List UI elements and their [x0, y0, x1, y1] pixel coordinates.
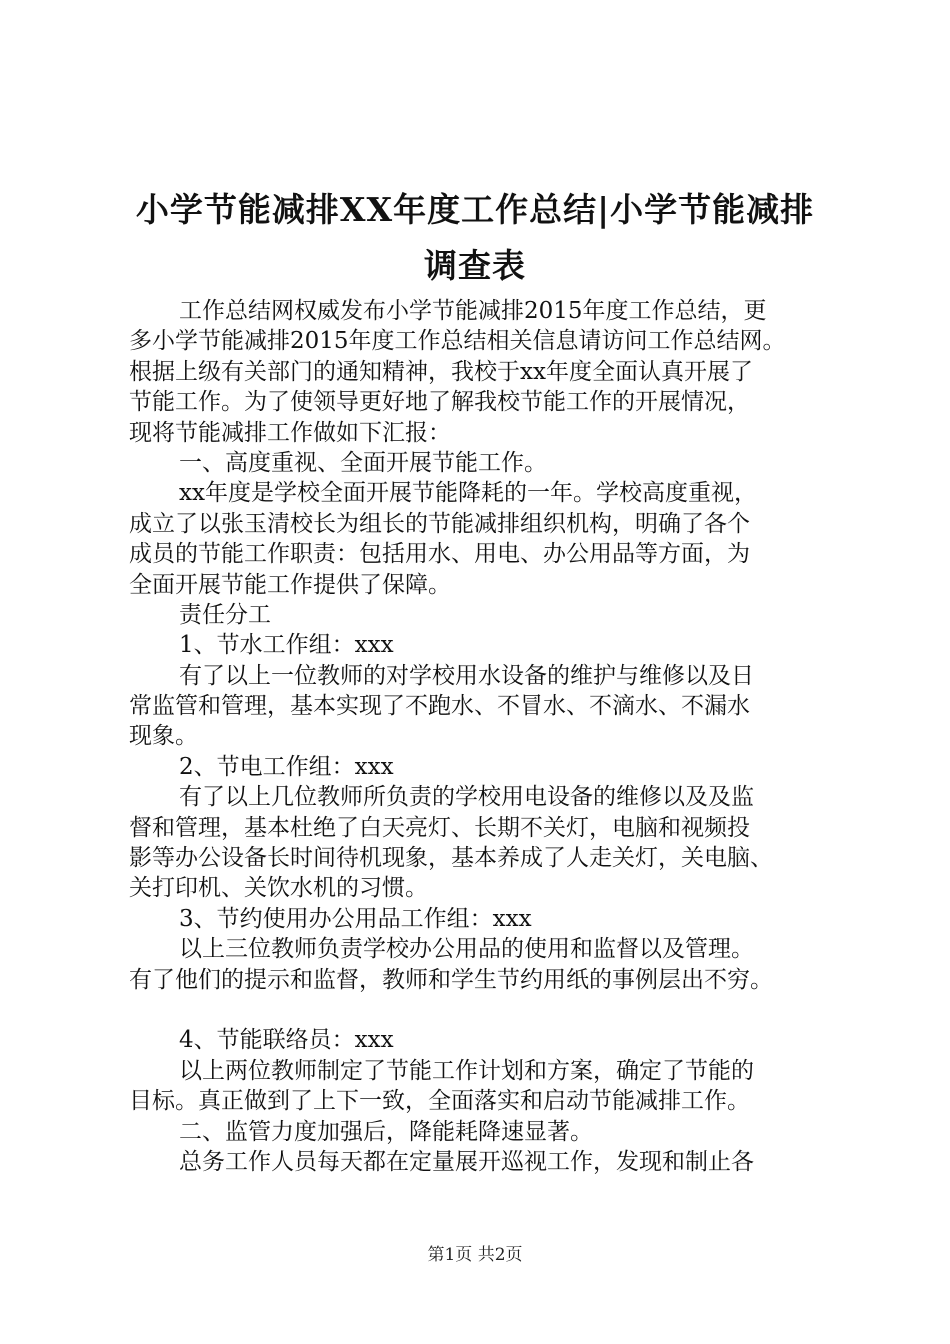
body-line: 多小学节能减排2015年度工作总结相关信息请访问工作总结网。 [129, 328, 786, 355]
body-line: 工作总结网权威发布小学节能减排2015年度工作总结，更 [179, 298, 767, 324]
subheading: 责任分工 [179, 601, 271, 628]
body-line: 有了以上几位教师所负责的学校用电设备的维修以及及监 [179, 784, 754, 811]
body-line: 以上三位教师负责学校办公用品的使用和监督以及管理。 [179, 936, 754, 963]
body-line: 有了他们的提示和监督，教师和学生节约用纸的事例层出不穷。 [129, 966, 773, 993]
page-footer: 第1页 共2页 [427, 1245, 523, 1265]
document-body [129, 296, 844, 1177]
body-line: 影等办公设备长时间待机现象，基本养成了人走关灯，关电脑、 [129, 845, 773, 872]
body-line: 关打印机、关饮水机的习惯。 [129, 875, 428, 902]
subheading: 3、节约使用办公用品工作组：xxx [179, 905, 532, 932]
body-line: 全面开展节能工作提供了保障。 [129, 571, 451, 598]
body-line: 现将节能减排工作做如下汇报： [129, 419, 451, 446]
subheading: 1、节水工作组：xxx [179, 632, 394, 659]
section-heading: 一、高度重视、全面开展节能工作。 [179, 449, 547, 476]
body-line: 有了以上一位教师的对学校用水设备的维护与维修以及日 [179, 662, 754, 689]
body-line: 成员的节能工作职责：包括用水、用电、办公用品等方面，为 [129, 541, 750, 568]
body-line: 总务工作人员每天都在定量展开巡视工作，发现和制止各 [179, 1148, 754, 1175]
body-line: 根据上级有关部门的通知精神，我校于xx年度全面认真开展了 [129, 358, 753, 385]
body-line: 督和管理，基本杜绝了白天亮灯、长期不关灯，电脑和视频投 [129, 814, 750, 841]
body-line: 现象。 [129, 723, 198, 750]
subheading: 4、节能联络员：xxx [179, 1027, 394, 1054]
body-line: 节能工作。为了使领导更好地了解我校节能工作的开展情况， [129, 389, 750, 416]
body-line: xx年度是学校全面开展节能降耗的一年。学校高度重视， [179, 480, 757, 507]
section-heading: 二、监管力度加强后，降能耗降速显著。 [179, 1118, 593, 1145]
document-title-line-1: 小学节能减排XX年度工作总结|小学节能减排 [135, 190, 815, 229]
body-line: 以上两位教师制定了节能工作计划和方案，确定了节能的 [179, 1057, 754, 1084]
subheading: 2、节电工作组：xxx [179, 753, 394, 780]
document-title-line-2: 调查表 [424, 246, 526, 285]
body-line: 成立了以张玉清校长为组长的节能减排组织机构，明确了各个 [129, 510, 750, 537]
blank-line [129, 995, 844, 1025]
body-line: 常监管和管理，基本实现了不跑水、不冒水、不滴水、不漏水 [129, 693, 750, 720]
body-line: 目标。真正做到了上下一致，全面落实和启动节能减排工作。 [129, 1088, 750, 1115]
